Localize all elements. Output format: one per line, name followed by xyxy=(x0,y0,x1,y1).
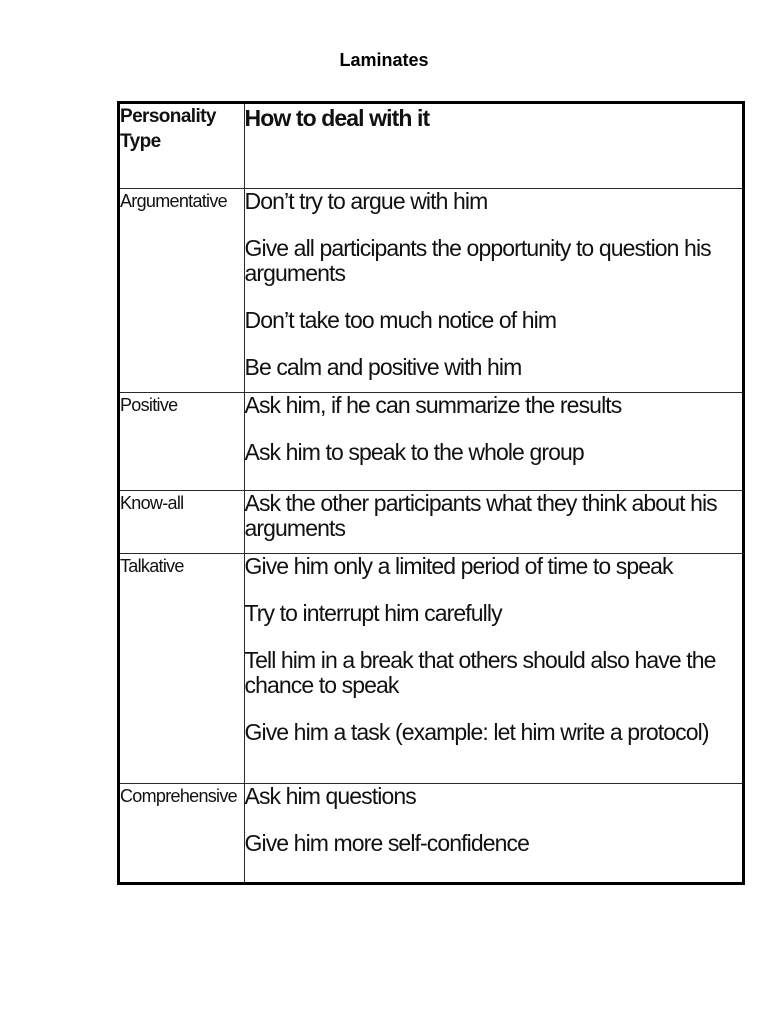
tip-item: Ask him, if he can summarize the results xyxy=(244,391,622,418)
table-header-row xyxy=(120,104,742,188)
page-title: Laminates xyxy=(339,50,429,70)
table-row xyxy=(120,392,742,490)
column-header-how-to-deal: How to deal with it xyxy=(244,104,742,188)
personality-type-cell: Positive xyxy=(120,392,244,490)
tip-item: Give him a task (example: let him write a protocol) xyxy=(244,718,709,745)
tips-cell xyxy=(244,553,742,783)
tip-item: Ask the other participants what they think about his arguments xyxy=(244,489,717,541)
personality-type-cell: Know-all xyxy=(120,490,244,553)
tip-item: Ask him to speak to the whole group xyxy=(244,438,584,465)
personality-type-cell: Argumentative xyxy=(120,188,244,392)
tips-cell xyxy=(244,392,742,490)
tips-cell xyxy=(244,490,742,553)
tip-item: Tell him in a break that others should also have the chance to speak xyxy=(244,646,716,698)
table-row xyxy=(120,188,742,392)
tip-item: Don’t take too much notice of him xyxy=(244,306,557,333)
tips-cell xyxy=(244,783,742,882)
tip-item: Ask him questions xyxy=(244,782,416,809)
tip-item: Give all participants the opportunity to question his arguments xyxy=(244,234,711,286)
tip-item: Don’t try to argue with him xyxy=(244,187,488,214)
personality-type-cell: Comprehensive xyxy=(120,783,244,882)
personality-table xyxy=(120,104,742,882)
personality-type-cell: Talkative xyxy=(120,553,244,783)
tips-cell xyxy=(244,188,742,392)
personality-table-frame xyxy=(117,101,745,885)
tip-item: Be calm and positive with him xyxy=(244,353,522,380)
table-row xyxy=(120,553,742,783)
tip-item: Give him only a limited period of time to speak xyxy=(244,552,673,579)
tip-item: Give him more self-confidence xyxy=(244,829,530,856)
tip-item: Try to interrupt him carefully xyxy=(244,599,502,626)
table-row xyxy=(120,783,742,882)
table-row xyxy=(120,490,742,553)
column-header-personality-type: Personality Type xyxy=(120,104,244,188)
